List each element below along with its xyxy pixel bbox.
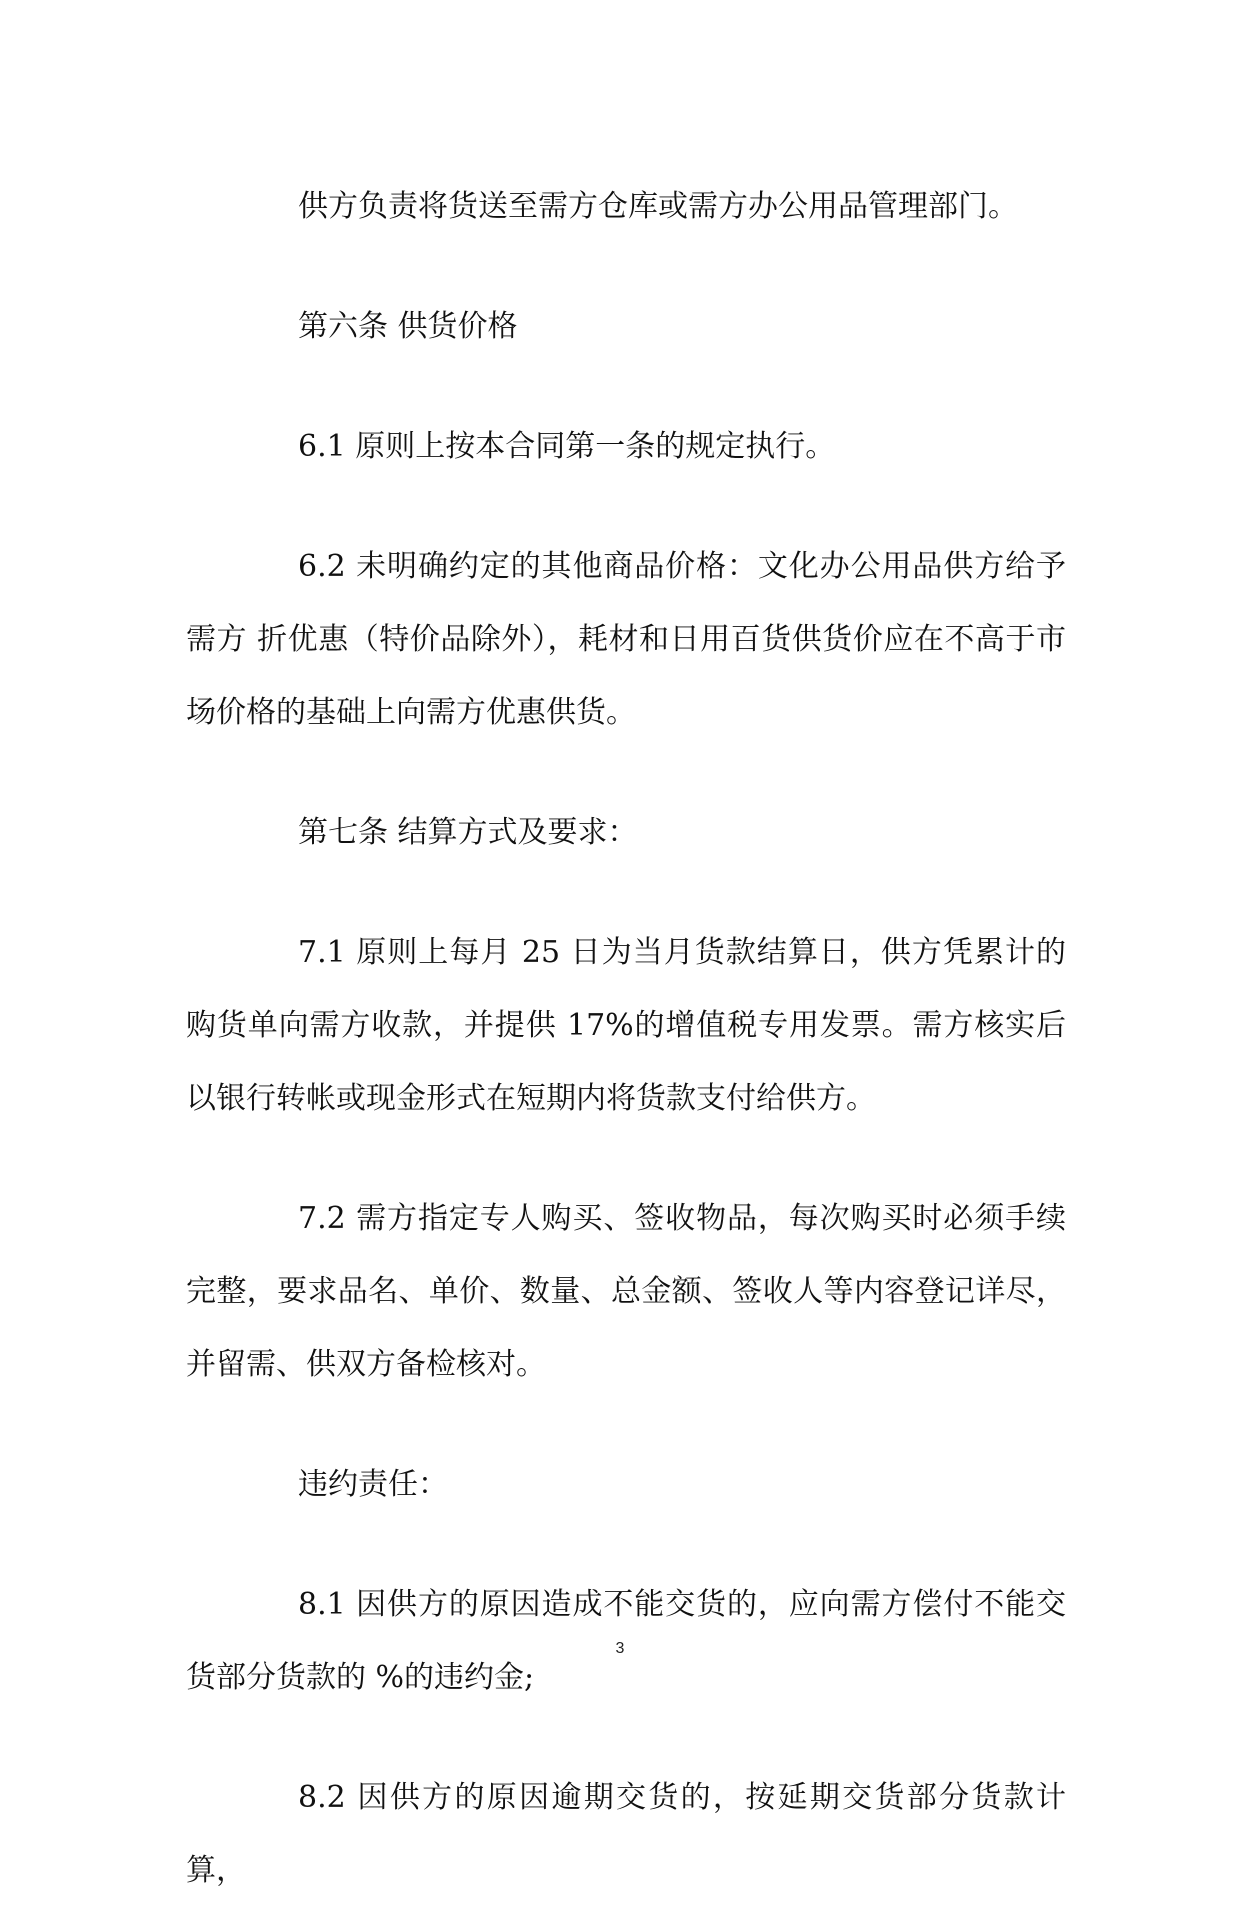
paragraph-7-2: 7.2 需方指定专人购买、签收物品，每次购买时必须手续完整，要求品名、单价、数量、总金额、签收人等内容登记详尽，并留需、供双方备检核对。 (186, 1201, 1066, 1382)
heading-breach-liability: 违约责任： (298, 1467, 448, 1502)
paragraph-6-1: 6.1 原则上按本合同第一条的规定执行。 (298, 429, 836, 464)
heading-article-7: 第七条 结算方式及要求： (298, 815, 638, 850)
paragraph-7-1: 7.1 原则上每月 25 日为当月货款结算日，供方凭累计的购货单向需方收款，并提供 17%的增值税专用发票。需方核实后以银行转帐或现金形式在短期内将货款支付给供方。 (186, 935, 1066, 1116)
page-number: 3 (615, 1640, 625, 1657)
paragraph-8-2: 8.2 因供方的原因逾期交货的，按延期交货部分货款计算， (186, 1780, 1066, 1888)
heading-article-6: 第六条 供货价格 (298, 309, 518, 344)
paragraph-8-1: 8.1 因供方的原因造成不能交货的，应向需方偿付不能交货部分货款的 %的违约金; (186, 1587, 1066, 1695)
paragraph-delivery: 供方负责将货送至需方仓库或需方办公用品管理部门。 (298, 189, 1018, 224)
paragraph-6-2: 6.2 未明确约定的其他商品价格：文化办公用品供方给予需方 折优惠（特价品除外），耗材和日用百货供货价应在不高于市场价格的基础上向需方优惠供货。 (186, 549, 1066, 730)
